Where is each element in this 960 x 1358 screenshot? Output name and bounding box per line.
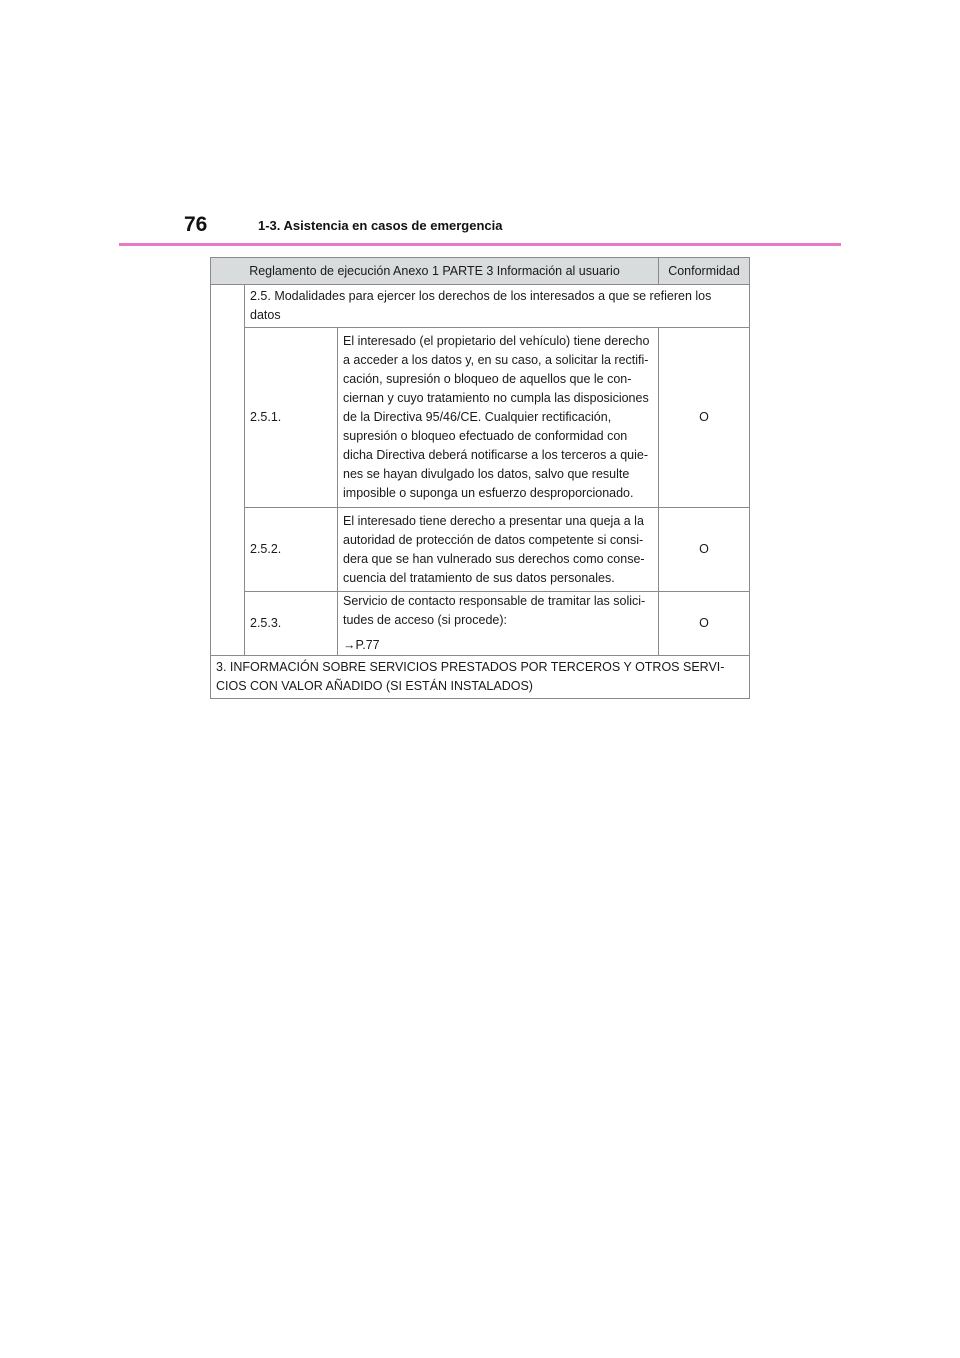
regulation-table (210, 257, 750, 699)
row-conformity: O (659, 508, 750, 592)
row-number: 2.5.2. (245, 508, 338, 592)
header-divider (119, 243, 841, 246)
table-row (211, 328, 750, 508)
description-line: El interesado tiene derecho a presentar una queja a la (343, 513, 644, 528)
description-line: a acceder a los datos y, en su caso, a solicitar la rectifi- (343, 353, 649, 367)
description-line: cación, supresión o bloqueo de aquellos que le con- (343, 372, 632, 386)
section-row-3 (211, 656, 750, 699)
indent-cell (211, 285, 245, 656)
row-conformity: O (659, 328, 750, 508)
row-conformity: O (659, 592, 750, 656)
description-line: Servicio de contacto responsable de tramitar las solici- (343, 594, 646, 608)
column-header-regulation: Reglamento de ejecución Anexo 1 PARTE 3 Información al usuario (211, 258, 659, 285)
row-description (338, 592, 659, 656)
row-number: 2.5.1. (245, 328, 338, 508)
table-header-row (211, 258, 750, 285)
section-heading-line: 2.5. Modalidades para ejercer los derechos de los interesados a que se refieren los (250, 289, 712, 303)
section-heading-3 (211, 656, 750, 699)
table-row (211, 592, 750, 656)
description-line: imposible o suponga un esfuerzo desproporcionado. (343, 486, 634, 500)
description-line: autoridad de protección de datos competente si consi- (343, 532, 644, 547)
description-line: tudes de acceso (si procede): (343, 613, 507, 627)
description-line: dicha Directiva deberá notificarse a los terceros a quie- (343, 448, 649, 462)
row-description (338, 328, 659, 508)
page-number: 76 (184, 213, 208, 236)
description-line: cuencia del tratamiento de sus datos personales. (343, 570, 615, 585)
section-heading-2-5 (245, 285, 750, 328)
description-line: supresión o bloqueo efectuado de conformidad con (343, 429, 628, 443)
row-description (338, 508, 659, 592)
section-title: 1-3. Asistencia en casos de emergencia (258, 218, 503, 233)
section-heading-line: 3. INFORMACIÓN SOBRE SERVICIOS PRESTADOS POR TERCEROS Y OTROS SERVI- (216, 660, 725, 674)
section-row-2-5 (211, 285, 750, 328)
page-reference: →P.77 (343, 638, 380, 652)
description-line: de la Directiva 95/46/CE. Cualquier rectificación, (343, 410, 612, 424)
column-header-conformity: Conformidad (659, 258, 750, 285)
table-row (211, 508, 750, 592)
section-heading-line: CIOS CON VALOR AÑADIDO (SI ESTÁN INSTALADOS) (216, 679, 533, 693)
description-line: El interesado (el propietario del vehículo) tiene derecho (343, 334, 650, 348)
row-number: 2.5.3. (245, 592, 338, 656)
section-heading-line: datos (250, 308, 281, 322)
description-line: dera que se han vulnerado sus derechos como conse- (343, 551, 645, 566)
description-line: ciernan y cuyo tratamiento no cumpla las disposiciones (343, 391, 649, 405)
description-line: nes se hayan divulgado los datos, salvo que resulte (343, 467, 630, 481)
